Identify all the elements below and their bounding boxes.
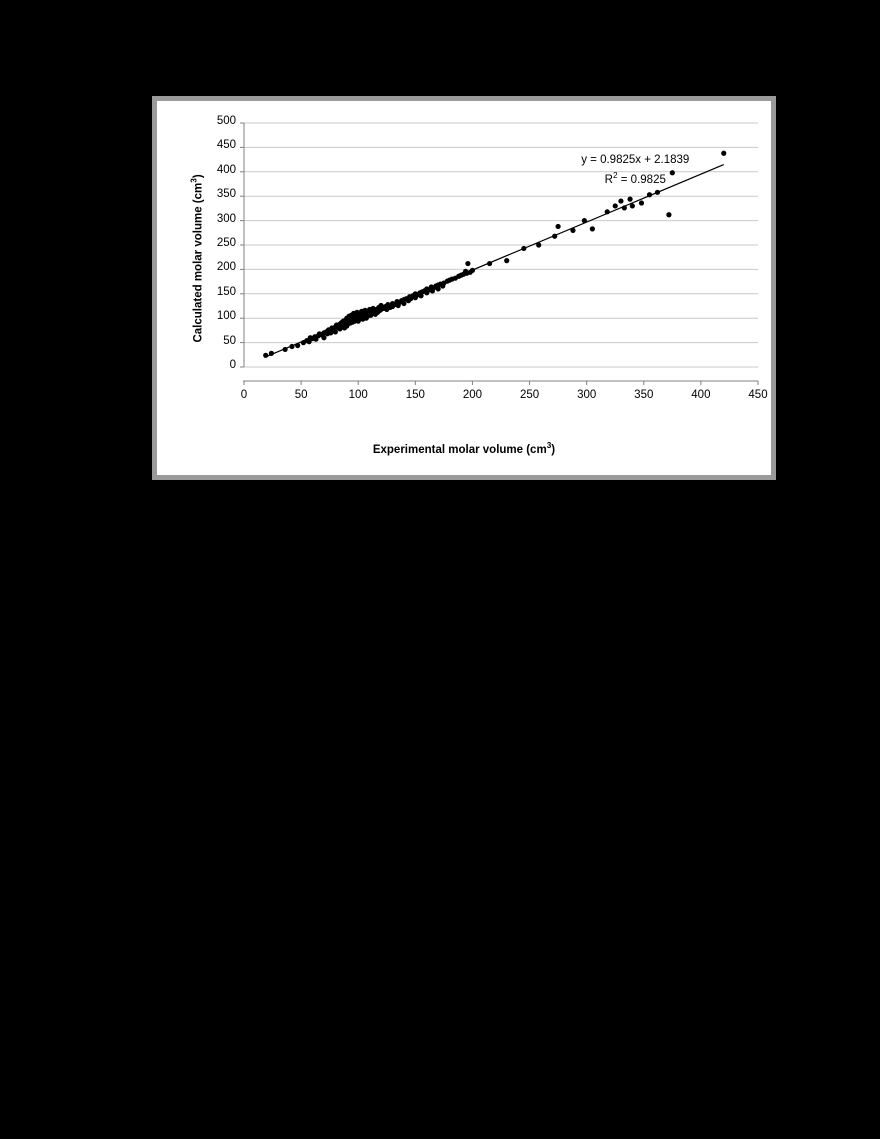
equation-line: y = 0.9825x + 2.1839 [581, 154, 690, 167]
data-point [333, 329, 338, 334]
y-tick-label: 500 [216, 115, 236, 127]
x-axis-title-tail: ) [551, 443, 556, 456]
data-point [639, 200, 644, 205]
data-point [582, 218, 587, 223]
y-tick-label: 150 [216, 285, 236, 298]
y-tick-label: 50 [223, 334, 236, 347]
y-axis-title-tail: ) [192, 174, 205, 179]
y-tick-label: 300 [216, 212, 236, 225]
x-tick-label: 250 [519, 389, 540, 401]
data-point [263, 353, 268, 358]
y-tick-label: 250 [216, 237, 236, 249]
data-point [627, 197, 632, 202]
data-point [647, 192, 652, 197]
x-tick-label: 400 [691, 389, 711, 401]
data-point [504, 258, 509, 263]
x-tick-label: 50 [294, 389, 308, 401]
data-point [289, 344, 294, 349]
data-point [465, 261, 470, 266]
y-tick-label: 0 [229, 359, 236, 371]
x-tick-label: 300 [577, 389, 597, 401]
data-point [622, 205, 627, 210]
r-squared-sup: 2 [612, 171, 618, 181]
x-tick-label: 0 [240, 389, 248, 401]
data-point [666, 212, 671, 217]
scatter-chart [157, 101, 771, 475]
y-tick-label: 350 [216, 188, 236, 201]
x-axis-title [157, 441, 771, 456]
data-point [487, 261, 492, 266]
data-point [590, 226, 595, 231]
data-point [618, 198, 623, 203]
y-tick-label: 450 [216, 139, 236, 152]
x-tick-label: 100 [348, 389, 368, 401]
data-point [655, 190, 660, 195]
figure-frame [152, 96, 776, 480]
y-axis-title-sup: 3 [189, 178, 199, 183]
data-point [536, 242, 541, 247]
data-point [436, 286, 441, 291]
data-point [283, 347, 288, 352]
y-tick-label: 400 [216, 163, 236, 176]
x-axis-title-sup: 3 [546, 441, 552, 450]
data-point [295, 343, 300, 348]
data-point [269, 351, 274, 356]
r-squared-base: R [604, 174, 613, 187]
x-axis-title-text: Experimental molar volume (cm [372, 443, 547, 456]
y-tick-label: 100 [216, 310, 236, 323]
x-tick-label: 150 [405, 389, 425, 401]
trendline-equation-annotation [535, 152, 735, 188]
x-tick-label: 350 [634, 389, 654, 401]
y-tick-label: 200 [216, 261, 236, 274]
data-point [630, 203, 635, 208]
r-squared-line [535, 168, 735, 188]
y-axis-title-text: Calculated molar volume (cm [192, 182, 205, 343]
x-tick-label: 450 [748, 389, 768, 401]
r-squared-tail: = 0.9825 [617, 174, 666, 187]
data-point [570, 228, 575, 233]
data-point [470, 268, 475, 273]
data-point [321, 335, 326, 340]
data-point [605, 209, 610, 214]
data-point [552, 234, 557, 239]
data-point [613, 203, 618, 208]
data-point [556, 224, 561, 229]
data-point [521, 246, 526, 251]
data-point [401, 301, 406, 306]
x-tick-label: 200 [462, 389, 483, 401]
